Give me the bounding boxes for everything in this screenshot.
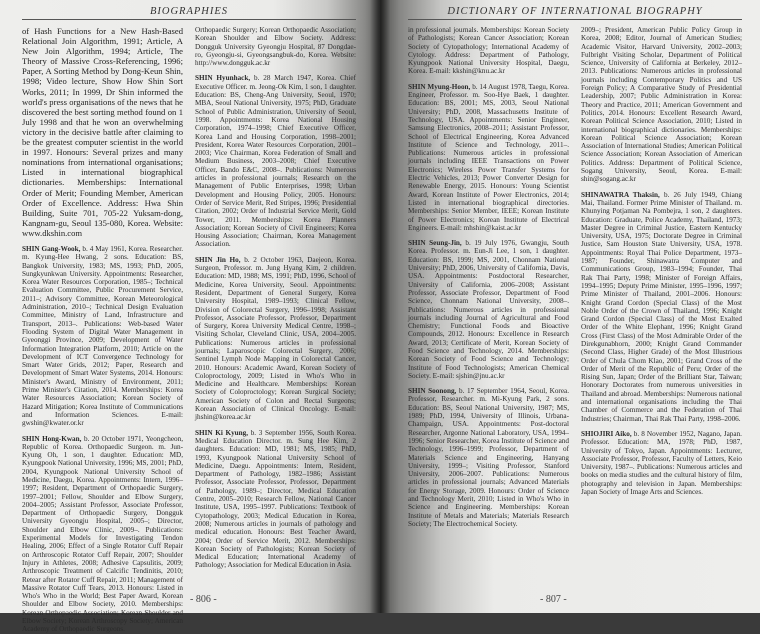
entry-text: b. 14 August 1978, Taegu, Korea. Engineer, Professor. m. Soo-Hye Baek, 1 daughter. Education: BS, 2001; MS, 2003, Seoul National University; PhD, 2008, Massachusetts Institute of Technology, USA. Appointments: Senior Engineer, Samsung Electronics, 2008–2011; Assistant Professor, School of Electrical Engineering, Korea Advanced Institute of Science and Technology, 2011–. Publications: Numerous articles in professional journals including IEEE Transactions on Power Electronics; Wireless Power Transfer Systems for Electric Vehicles, 2013; Power Converter Design for Renewable Energy, 2015. Honours: Young Scientist Award, Korean Institute of Power Electronics, 2014; Listed in international biographical directories. Memberships: Senior Member, IEEE; Korean Institute of Power Electronics; Korean Institute of Electrical Engineers. E-mail: mhshin@kaist.ac.kr xyxy=(408,82,569,232)
entry-text: b. 17 September 1964, Seoul, Korea. Professor, Researcher. m. Mi-Kyung Park, 2 sons. Education: BS, Seoul National University, 1987; MS, 1989; PhD, 1994, University of Illinois, Urbana-Champaign, USA. Appointments: Post-doctoral Researcher, Argonne National Laboratory, USA, 1994–1996; Senior Researcher, Korea Institute of Science and Technology, 1996–1999; Professor, Department of Materials Science and Engineering, Hanyang University, 1999–; Visiting Professor, Stanford University, 2006–2007. Publications: Numerous articles in professional journals; Advanced Materials for Energy Storage, 2009. Honours: Order of Science and Technology Merit, 2010; Listed in Who's Who in Science and Engineering. Memberships: Korean Institute of Metals and Materials; Materials Research Society; The Electrochemical Society. xyxy=(408,387,570,528)
entry-name: SHIN Seung-Jin, xyxy=(408,239,462,248)
right-page-column-2 xyxy=(581,26,742,586)
left-page-column-1 xyxy=(22,26,183,634)
page-number-left: - 806 - xyxy=(190,594,217,605)
biography-entry xyxy=(581,430,742,496)
entry-name: SHIN Hong-Kwan, xyxy=(22,434,82,443)
biography-entry xyxy=(581,26,742,184)
biography-entry xyxy=(408,26,569,76)
biography-entry xyxy=(195,256,356,422)
entry-text: 2009–; President, American Public Policy Group in Korea, 2008; Editor, Journal of American Studies; Academic Visitor, Harvard University, 2002–2003; Fulbright Visiting Scholar, Department of Political Science, University of California at Berkeley, 2012–2013. Publications: Numerous articles in professional journals including Contemporary Politics and US Foreign Policy; A Comparative Study of Presidential Leadership, 2007; Public Administration in Korea: Theory and Practice, 2011; American Government and Politics, 2014. Honours: Excellent Research Award, Korean Political Science Association, 2010; Listed in international biographical dictionaries. Memberships: Korean Political Science Association; Korean Association of International Studies; American Political Science Association; Korean Association of American Politics. Address: Department of Political Science, Sogang University, Seoul, Korea. E-mail: shin@sogang.ac.kr xyxy=(581,26,742,184)
biography-entry xyxy=(22,245,183,428)
entry-name: SHIN Jin Ho, xyxy=(195,255,241,264)
left-page-column-2 xyxy=(195,26,356,586)
entry-continuation: of Hash Functions for a New Hash-Based Relational Join Algorithm, 1991; Article, A New Join Algorithm, 1994; Article, The Theory of Massive Cross-Referencing, 1996; Paper, A Sorting Method by Dong-Keun Shin, 1998; Video lecture, Show How Shin Sort Works, 2011; In 1999, Dr Shin informed the world's press organisations of the news that he discovered the best sorting method found on 1 July 1998 and that he won an overwhelming victory in the decisive battle after claiming to be the greatest computer scientist in the world in 1997. Honours: Several prizes and many nominations from international organisations; Listed in international biographical dictionaries. Memberships: International Order of Merit; Founding Member, American Order of Excellence. Address: Hwa Shin Building, Suite 701, 705-22 Yuksam-dong, Kangnam-gu, Seoul 135-080, Korea. Website: www.dkshin.com xyxy=(22,26,183,238)
biography-entry xyxy=(195,429,356,570)
entry-text: b. 26 July 1949, Chiang Mai, Thailand. Former Prime Minister of Thailand. m. Khunying Potjaman Na Pombejra, 1 son, 2 daughters. Education: Graduate, Police Academy, Thailand, 1973; Master Degree in Criminal Justice, Eastern Kentucky University, USA, 1975; Doctorate Degree in Criminal Justice, Sam Houston State University, USA, 1978. Appointments: Royal Thai Police Department, 1973–1987; Founder, Shinawatra Computer and Communications Group, 1983–1994; Founder, Thai Rak Thai Party, 1998; Minister of Foreign Affairs, 1994–1995; Deputy Prime Minister, 1995–1996, 1997; Prime Minister of Thailand, 2001–2006. Honours: Knight Grand Cordon (Special Class) of the Most Noble Order of the Crown of Thailand, 1996; Knight Grand Cordon (Special Class) of the Most Exalted Order of the White Elephant, 1996; Knight Grand Cross (First Class) of the Most Admirable Order of the Direkgunabhorn, 2000; Knight Grand Commander (Second Class, Higher Grade) of the Most Illustrious Order of Chula Chom Klao, 2001; Grand Cross of the Order of Merit of the Republic of Peru; Order of the Rising Sun, Japan; Order of the Brilliant Star, Taiwan; Honorary Doctorates from numerous universities in Thailand and abroad. Memberships: Numerous national and international organisations including the Thai Chamber of Commerce and the Federation of Thai Industries; Chairman, Thai Rak Thai Party, 1998–2006. xyxy=(581,190,743,423)
running-head-right: DICTIONARY OF INTERNATIONAL BIOGRAPHY xyxy=(408,6,742,20)
biography-entry xyxy=(195,74,356,248)
biography-entry xyxy=(408,387,569,528)
entry-name: SHIN Hyunhack, xyxy=(195,74,251,83)
entry-name: SHIOJIRI Aiko, xyxy=(581,429,632,438)
entry-text: Orthopaedic Surgery; Korean Orthopaedic Association; Korean Shoulder and Elbow Society. Address: Dongguk University Gyeongju Hospital, 87 Dongdae-ro, Gyeongju-si, Gyeongsangbuk-do, Korea. Website: http://www.dongguk.ac.kr xyxy=(195,26,356,68)
entry-name: SHIN Ki Kyung, xyxy=(195,428,249,437)
entry-name: SHIN Myung-Hoon, xyxy=(408,82,471,91)
biography-entry xyxy=(195,26,356,67)
entry-name: SHIN Soonong, xyxy=(408,387,457,396)
entry-text: b. 2 October 1963, Daejeon, Korea. Surgeon, Professor. m. Jung Hyang Kim, 2 children. Education: MD, 1988; MS, 1991; PhD, 1996, School of Medicine, Korea University, Seoul. Appointments: Resident, Department of General Surgery, Korea University Hospital, 1989–1993; Clinical Fellow, Division of Colorectal Surgery, 1996–1998; Assistant Professor, Associate Professor, Professor, Department of Surgery, Korea University Medical Centre, 1998–; Visiting Scholar, Cleveland Clinic, USA, 2004–2005. Publications: Numerous articles in professional journals; Laparoscopic Colorectal Surgery, 2006; Sentinel Lymph Node Mapping in Colorectal Cancer, 2010. Honours: Academic Award, Korean Society of Coloproctology, 2009; Listed in Who's Who in Medicine and Healthcare. Memberships: Korean Society of Coloproctology; Korean Surgical Society; American Society of Colon and Rectal Surgeons; Korean Association of Clinical Oncology. E-mail: jhshin@korea.ac.kr xyxy=(195,255,357,422)
book-gutter-shadow xyxy=(370,0,390,613)
biography-entry xyxy=(408,239,569,380)
right-page-column-1 xyxy=(408,26,569,586)
biography-entry xyxy=(22,435,183,634)
entry-text: in professional journals. Memberships: Korean Society of Pathologists; Korean Cancer Association; Korean Society of Cytopathology; International Academy of Cytology. Address: Department of Pathology, Kyungpook National University Hospital, Daegu, Korea. E-mail: kkshin@knu.ac.kr xyxy=(408,26,569,76)
running-head-left: BIOGRAPHIES xyxy=(22,6,356,20)
entry-text: b. 28 March 1947, Korea. Chief Executive Officer. m. Jeong-Ok Kim, 1 son, 1 daughter. Education: BS, Cheng-Ang University, Seoul, 1970; MBA, Seoul National University, 1975; PhD, Graduate School of Public Administration, University of Seoul, 1998. Appointments: Korea National Housing Corporation, 1974–1998; Chief Executive Officer, Korea Land and Housing Corporation, 1998–2001; President, Korea Water Resources Corporation, 2001–2003; Vice Chairman, Korea Federation of Small and Medium Business, 2003–2008; Chief Executive Officer, Bando E&C, 2008–. Publications: Numerous articles in professional journals; Research on the Management of Public Enterprises, 1998; Urban Development and Housing Policy, 2005. Honours: Order of Service Merit, Red Stripes, 1996; Presidential Citation, 2002; Order of Industrial Service Merit, Gold Tower, 2011. Memberships: Korea Planners Association; Korean Society of Civil Engineers; Korea Housing Association; Chairman, Korea Management Association. xyxy=(195,74,356,249)
entry-text: b. 4 May 1961, Korea. Researcher. m. Kyung-Hee Hwang, 2 sons. Education: BS, Bangkok University, 1983; MS, 1993; PhD, 2005, Sungkyunkwan University. Appointments: Researcher, Korea Water Resources Corporation, 1985–; Technical Evaluation Committee, Public Procurement Service, 2011–; Advisory Committee, Korean Meteorological Administration, 2010–; Technical Design Evaluation Committee, Ministry of Land, Infrastructure and Transport, 2013–. Publications: Web-based Water Flooding System of Digital Water Management in Gyeonggi Province, 2009; Development of Water Information Integration Platform, 2010; Article on the Development of ICT Convergence Technology for Smart Water Grids, 2012; Paper, Research and Development of Smart Water Systems, 2014. Honours: Minister's Award, Ministry of Environment, 2011; Prime Minister's Citation, 2014. Memberships: Korea Water Resources Association; Korean Society of Hazard Mitigation; Korea Institute of Communications and Information Sciences. E-mail: gwshin@kwater.or.kr xyxy=(22,244,183,428)
biography-entry xyxy=(408,83,569,232)
entry-text: b. 20 October 1971, Yeongcheon, Republic of Korea. Orthopaedic Surgeon. m. Jun-Kyung Oh, 1 son, 1 daughter. Education: MD, Kyungpook National University, 1996; MS, 2001; PhD, 2004, Kyungpook National University School of Medicine, Daegu, Korea. Appointments: Intern, 1996–1997; Resident, Department of Orthopaedic Surgery, 1997–2001; Fellow, Shoulder and Elbow Surgery, 2004–2005; Assistant Professor, Associate Professor, Department of Orthopaedic Surgery, Dongguk University Gyeongju Hospital, 2005–; Director, Shoulder and Elbow Clinic, 2009–. Publications: Experimental Models for Investigating Tendon Healing, 2006; Effect of a Single Rotator Cuff Repair on Arthroscopic Rotator Cuff Repair, 2007; Shoulder Injury in Athletes, 2008; Adhesive Capsulitis, 2009; Arthroscopic Treatment of Calcific Tendinitis, 2010; Retear after Rotator Cuff Repair, 2011; Management of Massive Rotator Cuff Tears, 2013. Honours: Listed in Who's Who in the World; Best Paper Award, Korean Shoulder and Elbow Society, 2010. Memberships: Korean Orthopaedic Association; Korean Shoulder and Elbow Society; Korean Arthroscopy Society; American Academy of Orthopaedic Surgeons. xyxy=(22,434,183,634)
right-page xyxy=(380,0,760,613)
page-number-right: - 807 - xyxy=(540,594,567,605)
entry-text: b. 8 November 1952, Nagano, Japan. Professor. Education: MA, 1978; PhD, 1987, University of Tokyo, Japan. Appointments: Lecturer, Associate Professor, Professor, Faculty of Letters, Keio University, 1987–. Publications: Numerous articles and books on media studies and the cultural history of film, photography and television in Japan. Memberships: Japan Society of Image Arts and Sciences. xyxy=(581,429,742,497)
entry-text: b. 19 July 1976, Gwangju, South Korea. Professor. m. Eun-Ji Lee, 1 son, 1 daughter. Education: BS, 1999; MS, 2001, Chonnam National University; PhD, 2006, University of California, Davis, USA. Appointments: Postdoctoral Researcher, University of California, 2006–2008; Assistant Professor, Associate Professor, Department of Food Science, Chonnam National University, 2008–. Publications: Numerous articles in professional journals including Journal of Agricultural and Food Chemistry; Functional Foods and Bioactive Compounds, 2012. Honours: Excellence in Research Award, 2013; Certificate of Merit, Korean Society of Food Science and Technology, 2014. Memberships: Korean Society of Food Science and Technology; Institute of Food Technologists; American Chemical Society. E-mail: sjshin@jnu.ac.kr xyxy=(408,239,569,380)
entry-text: b. 3 September 1956, South Korea. Medical Education Director. m. Sung Hee Kim, 2 daughters. Education: MD, 1981; MS, 1985; PhD, 1993, Kyungpook National University School of Medicine, Daegu. Appointments: Intern, Resident, Department of Pathology, 1982–1986; Assistant Professor, Associate Professor, Professor, Department of Pathology, 1989–; Director, Medical Education Centre, 2005–2010; Research Fellow, National Cancer Institute, USA, 1995–1997. Publications: Textbook of Cytopathology, 2003; Medical Education in Korea, 2008; Numerous articles in journals of pathology and medical education. Honours: Best Teacher Award, 2004; Order of Service Merit, 2012. Memberships: Korean Society of Pathologists; Korean Society of Medical Education; International Academy of Pathology; Association for Medical Education in Asia. xyxy=(195,428,356,570)
entry-name: SHINAWATRA Thaksin, xyxy=(581,190,660,199)
biography-entry xyxy=(581,191,742,423)
entry-name: SHIN Gang-Wook, xyxy=(22,244,81,253)
